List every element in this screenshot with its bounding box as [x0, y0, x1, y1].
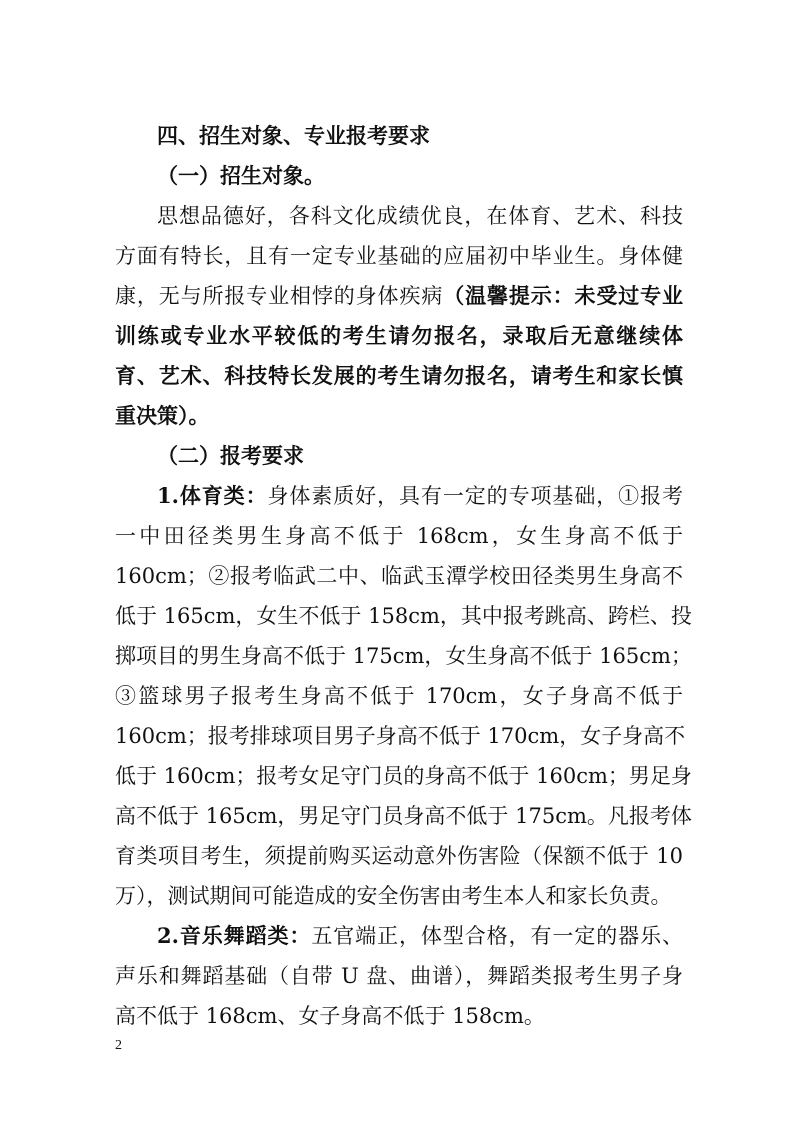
- music-text: 五官端正，体型合格，有一定的器乐、: [311, 924, 683, 948]
- music-line: [157, 916, 683, 956]
- music-line: 声乐和舞蹈基础（自带 U 盘、曲谱），舞蹈类报考生男子身: [115, 964, 683, 988]
- sports-line: 160cm；②报考临武二中、临武玉潭学校田径类男生身高不: [115, 564, 683, 588]
- sports-line: 万），测试期间可能造成的安全伤害由考生本人和家长负责。: [115, 884, 672, 908]
- page-number: 2: [115, 1038, 122, 1053]
- sports-line: ③篮球男子报考生身高不低于 170cm，女子身高不低于: [115, 684, 683, 708]
- warm-reminder-line: 训练或专业水平较低的考生请勿报名，录取后无意继续体: [115, 323, 683, 348]
- sports-line: 高不低于 165cm，男足守门员身高不低于 175cm。凡报考体: [115, 804, 692, 828]
- paragraph-line: [115, 276, 683, 316]
- sports-line: [157, 476, 683, 516]
- subsection-heading-enrollment-target: （一）招生对象。: [157, 163, 325, 188]
- music-category-label: 2.音乐舞蹈类：: [157, 923, 312, 948]
- sports-line: 低于 165cm，女生不低于 158cm，其中报考跳高、跨栏、投: [115, 604, 692, 628]
- sports-line: 育类项目考生，须提前购买运动意外伤害险（保额不低于 10: [115, 844, 683, 868]
- sports-line: 掷项目的男生身高不低于 175cm，女生身高不低于 165cm；: [115, 644, 692, 668]
- paragraph-line: 方面有特长，且有一定专业基础的应届初中毕业生。身体健: [115, 244, 683, 268]
- paragraph-text: 康，无与所报专业相悖的身体疾病: [115, 284, 444, 308]
- section-heading: 四、招生对象、专业报考要求: [157, 123, 430, 148]
- warm-reminder-line: 重决策）。: [115, 403, 210, 428]
- sports-category-label: 1.体育类：: [157, 483, 268, 508]
- sports-line: 一中田径类男生身高不低于 168cm，女生身高不低于: [115, 524, 683, 548]
- sports-line: 低于 160cm；报考女足守门员的身高不低于 160cm；男足身: [115, 764, 692, 788]
- paragraph-line: 思想品德好，各科文化成绩优良，在体育、艺术、科技: [157, 204, 683, 228]
- warm-reminder-text: （温馨提示：未受过专业: [443, 283, 684, 308]
- warm-reminder-line: 育、艺术、科技特长发展的考生请勿报名，请考生和家长慎: [115, 363, 683, 388]
- sports-text: 身体素质好，具有一定的专项基础，①报考: [267, 484, 683, 508]
- sports-line: 160cm；报考排球项目男子身高不低于 170cm，女子身高不: [115, 724, 686, 748]
- subsection-heading-requirements: （二）报考要求: [157, 443, 304, 468]
- music-line: 高不低于 168cm、女子身高不低于 158cm。: [115, 1004, 545, 1028]
